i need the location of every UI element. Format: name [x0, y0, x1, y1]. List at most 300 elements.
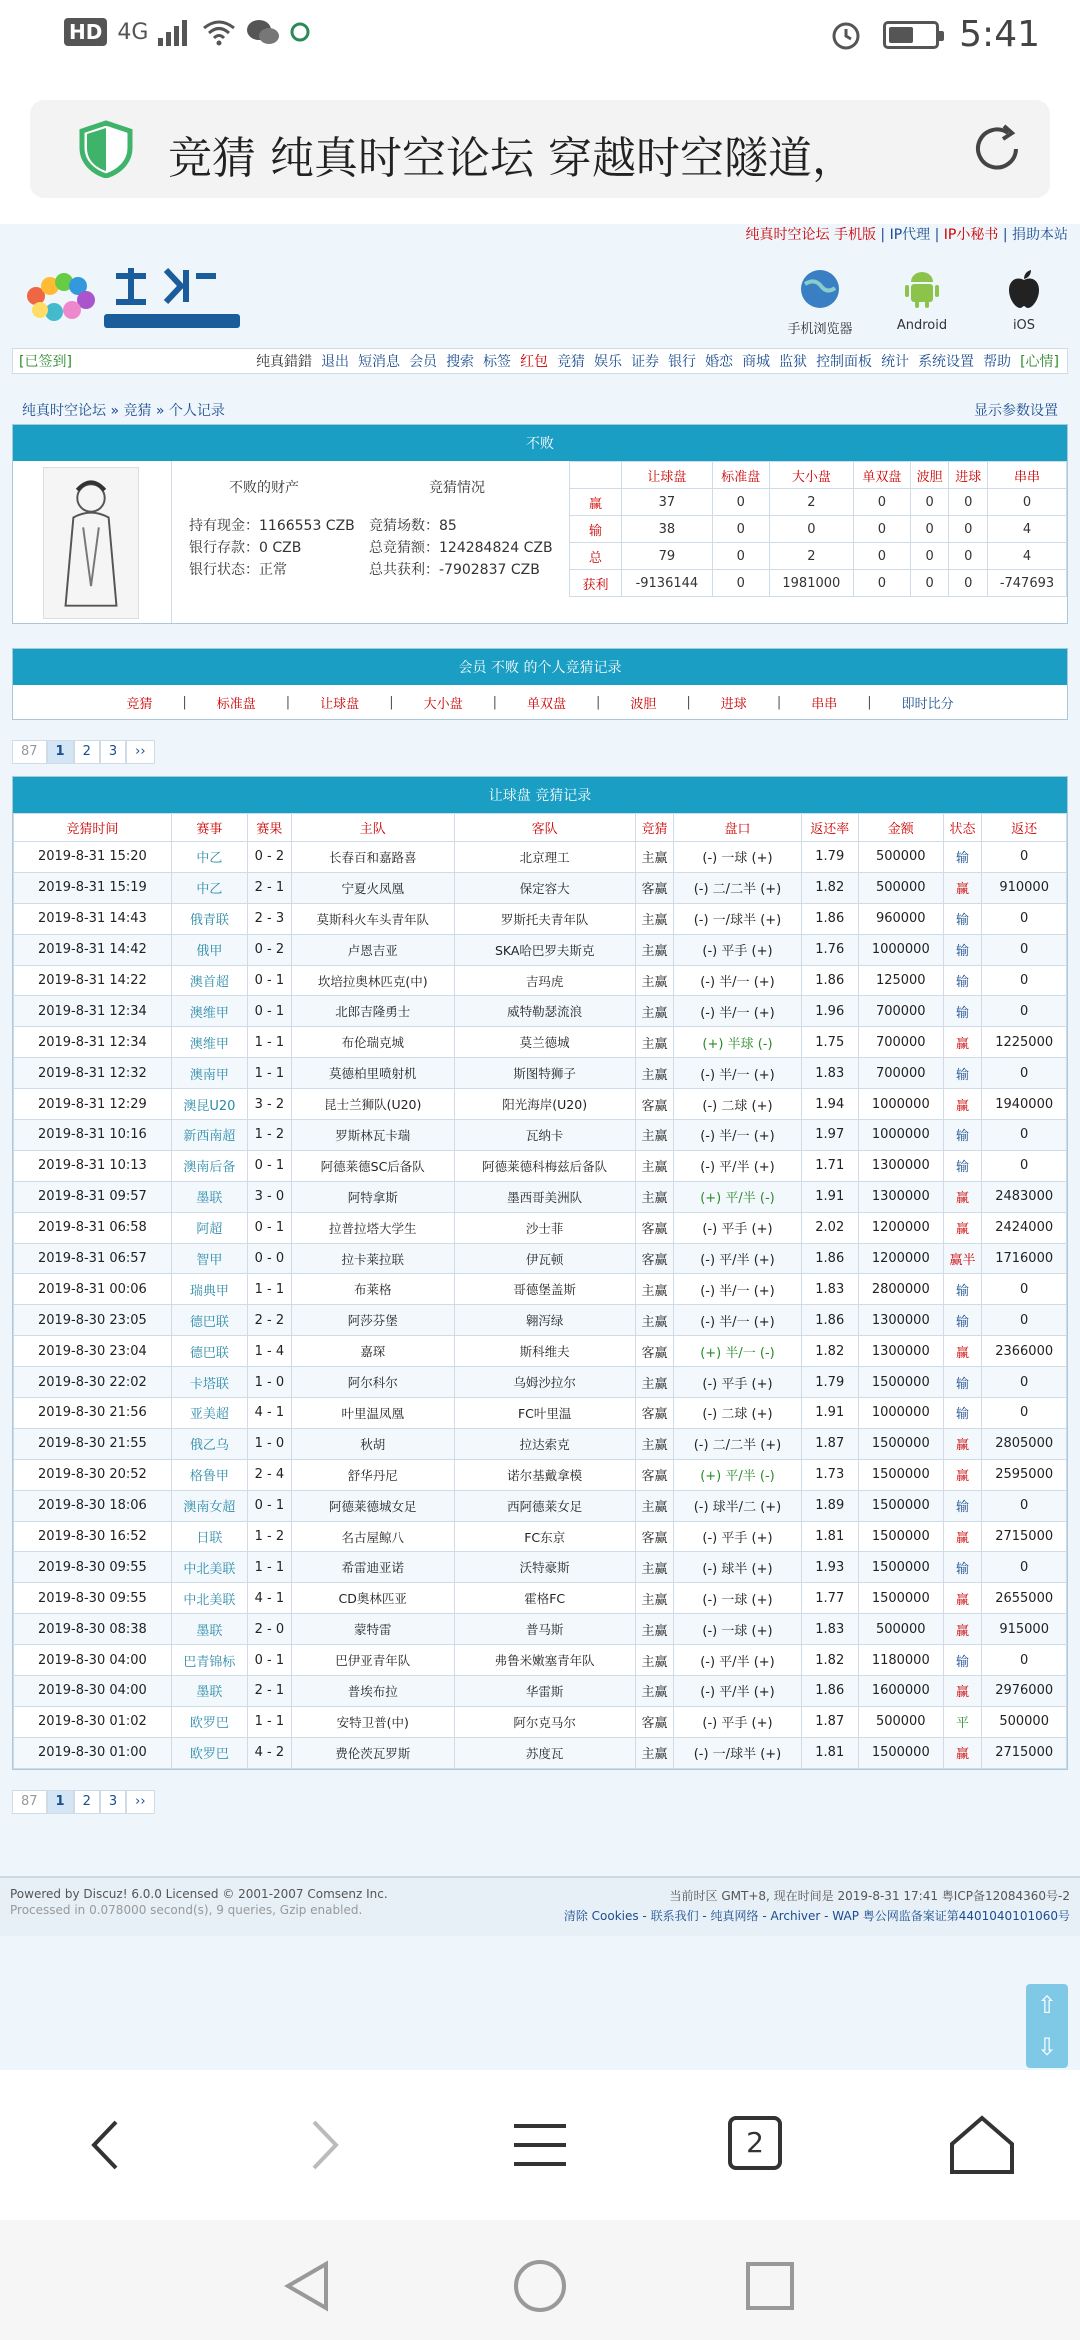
table-cell: 1.75 — [801, 1027, 858, 1058]
record-nav-title: 会员 不败 的个人竞猜记录 — [13, 649, 1067, 685]
reload-icon[interactable] — [968, 120, 1026, 178]
stats-table — [569, 461, 1067, 597]
processed-info: Processed in 0.078000 second(s), 9 queries, Gzip enabled. — [10, 1903, 363, 1917]
table-cell: 2 - 1 — [247, 872, 291, 903]
table-cell: (-) 一球 (+) — [674, 1614, 801, 1645]
table-cell: (-) 半/一 (+) — [674, 1120, 801, 1151]
battery-icon — [883, 21, 939, 49]
table-cell: 0 - 0 — [247, 1243, 291, 1274]
table-cell[interactable]: 德巴联 — [171, 1336, 247, 1367]
table-cell: 输 — [943, 842, 982, 873]
table-cell: 客赢 — [635, 1706, 674, 1737]
table-cell[interactable]: 日联 — [171, 1521, 247, 1552]
table-cell: (-) 平手 (+) — [674, 1367, 801, 1398]
table-cell: 1225000 — [982, 1027, 1067, 1058]
total-amount: 总竞猜额：124284824 CZB — [369, 540, 553, 556]
table-cell[interactable]: 澳南女超 — [171, 1490, 247, 1521]
table-cell: 0 — [982, 996, 1067, 1027]
nav-control-panel[interactable]: 控制面板 — [816, 354, 873, 370]
table-cell: 普埃布拉 — [291, 1676, 454, 1707]
ip-secretary-link[interactable]: IP小秘书 — [943, 227, 999, 243]
table-cell: 0 — [982, 1490, 1067, 1521]
table-cell: 输 — [943, 1367, 982, 1398]
table-cell[interactable]: 俄乙乌 — [171, 1428, 247, 1459]
total-profit: 总共获利：-7902837 CZB — [369, 562, 540, 578]
breadcrumb[interactable]: 纯真时空论坛 » 竞猜 » 个人记录 — [22, 403, 225, 419]
records-col-header[interactable]: 赛事 — [171, 814, 247, 842]
table-cell: 蒙特雷 — [291, 1614, 454, 1645]
table-cell[interactable]: 中乙 — [171, 842, 247, 873]
table-row — [14, 1676, 1067, 1707]
table-cell[interactable]: 俄甲 — [171, 934, 247, 965]
table-cell: 阿德莱德SC后备队 — [291, 1150, 454, 1181]
table-cell: 2019-8-30 22:02 — [14, 1367, 172, 1398]
table-cell: 1180000 — [858, 1645, 943, 1676]
nav-stocks[interactable]: 证券 — [631, 354, 660, 370]
table-row — [14, 1305, 1067, 1336]
records-col-header[interactable]: 主队 — [291, 814, 454, 842]
stats-cell: -747693 — [987, 570, 1066, 597]
table-row — [14, 1490, 1067, 1521]
table-cell: (-) 平/半 (+) — [674, 1243, 801, 1274]
forward-icon[interactable] — [282, 2110, 362, 2180]
tab-correctscore[interactable]: 波胆 — [630, 696, 657, 712]
table-cell: 输 — [943, 996, 982, 1027]
table-cell: 2019-8-31 12:32 — [14, 1058, 172, 1089]
table-cell: 叶里温凤凰 — [291, 1398, 454, 1429]
total-count: 87 — [12, 740, 47, 764]
donate-link[interactable]: 捐助本站 — [1012, 227, 1068, 243]
table-cell: (-) 平手 (+) — [674, 1521, 801, 1552]
table-cell: 2019-8-30 01:00 — [14, 1737, 172, 1768]
table-row — [14, 1428, 1067, 1459]
table-cell: 主赢 — [635, 1552, 674, 1583]
android-app[interactable] — [886, 268, 958, 337]
table-cell: SKA哈巴罗夫斯克 — [454, 934, 635, 965]
table-cell: 阳光海岸(U20) — [454, 1089, 635, 1120]
table-cell: 2800000 — [858, 1274, 943, 1305]
table-cell[interactable]: 欧罗巴 — [171, 1737, 247, 1768]
mobile-browser-app[interactable] — [784, 268, 856, 337]
record-type-tabs: 竞猜 | 标准盘 | 让球盘 | 大小盘 | 单双盘 | 波胆 | 进球 | 串串 | 即时比分 — [126, 694, 954, 712]
table-cell: 960000 — [858, 903, 943, 934]
table-cell: (-) 半/一 (+) — [674, 965, 801, 996]
site-footer — [0, 1876, 1080, 1936]
table-row — [14, 1181, 1067, 1212]
stats-cell: 38 — [622, 516, 713, 543]
table-cell: 伊瓦顿 — [454, 1243, 635, 1274]
nav-help[interactable]: 帮助 — [983, 354, 1012, 370]
table-row — [14, 1737, 1067, 1768]
system-back-icon[interactable] — [278, 2256, 338, 2316]
ios-app[interactable] — [988, 268, 1060, 337]
table-cell: 客赢 — [635, 1398, 674, 1429]
table-cell: 主赢 — [635, 1645, 674, 1676]
nav-stats[interactable]: 统计 — [881, 354, 910, 370]
table-cell: 1 - 1 — [247, 1552, 291, 1583]
table-cell: 0 — [982, 1305, 1067, 1336]
table-cell: 拉达索克 — [454, 1428, 635, 1459]
page-1[interactable]: 1 — [47, 1790, 74, 1814]
table-cell: (-) 半/一 (+) — [674, 996, 801, 1027]
table-cell[interactable]: 新西南超 — [171, 1120, 247, 1151]
table-cell: 普马斯 — [454, 1614, 635, 1645]
table-cell: 坎培拉奥林匹克(中) — [291, 965, 454, 996]
table-row — [14, 1552, 1067, 1583]
table-cell: 1.82 — [801, 1336, 858, 1367]
table-cell: 1300000 — [858, 1181, 943, 1212]
table-cell: FC叶里温 — [454, 1398, 635, 1429]
table-cell: 4 - 2 — [247, 1737, 291, 1768]
records-col-header[interactable]: 竞猜时间 — [14, 814, 172, 842]
globe-icon — [799, 268, 841, 310]
table-cell[interactable]: 中乙 — [171, 872, 247, 903]
table-cell: 主赢 — [635, 1737, 674, 1768]
table-cell: 翱泻绿 — [454, 1305, 635, 1336]
table-cell: 输 — [943, 1150, 982, 1181]
table-cell[interactable]: 中北美联 — [171, 1583, 247, 1614]
tab-goals[interactable]: 进球 — [720, 696, 747, 712]
table-cell[interactable]: 墨联 — [171, 1614, 247, 1645]
stats-cell: 0 — [910, 489, 949, 516]
table-cell[interactable]: 俄青联 — [171, 903, 247, 934]
stats-col-header: 大小盘 — [769, 462, 853, 489]
stats-cell: 0 — [949, 489, 988, 516]
table-cell: 0 — [982, 903, 1067, 934]
stats-cell: 0 — [769, 516, 853, 543]
stats-col-header: 标准盘 — [712, 462, 769, 489]
system-home-icon[interactable] — [510, 2256, 570, 2316]
table-cell: (-) 半/一 (+) — [674, 1305, 801, 1336]
table-cell: 输 — [943, 1274, 982, 1305]
table-cell: 2019-8-31 10:16 — [14, 1120, 172, 1151]
stats-cell: 0 — [949, 543, 988, 570]
table-cell: 赢 — [943, 1181, 982, 1212]
tab-standard[interactable]: 标准盘 — [216, 696, 256, 712]
nav-members[interactable]: 会员 — [409, 354, 438, 370]
table-cell: 1 - 1 — [247, 1027, 291, 1058]
table-cell[interactable]: 澳维甲 — [171, 996, 247, 1027]
powered-by: Powered by Discuz! 6.0.0 Licensed © 2001-2007 Comsenz Inc. — [10, 1887, 388, 1901]
table-cell: 客赢 — [635, 1212, 674, 1243]
nav-entertainment[interactable]: 娱乐 — [594, 354, 623, 370]
table-cell: 1600000 — [858, 1676, 943, 1707]
table-cell: 4 - 1 — [247, 1398, 291, 1429]
table-cell: 1.89 — [801, 1490, 858, 1521]
bank-status: 银行状态：正常 — [189, 562, 287, 578]
table-cell: 2019-8-30 01:02 — [14, 1706, 172, 1737]
table-cell: 昆士兰狮队(U20) — [291, 1089, 454, 1120]
stats-cell: 0 — [910, 543, 949, 570]
table-cell: (-) 球半/二 (+) — [674, 1490, 801, 1521]
avatar — [43, 467, 139, 619]
nav-bank[interactable]: 银行 — [668, 354, 697, 370]
table-row — [14, 1459, 1067, 1490]
page-2[interactable]: 2 — [74, 740, 100, 764]
table-row — [14, 934, 1067, 965]
table-cell: 1716000 — [982, 1243, 1067, 1274]
table-row — [14, 1398, 1067, 1429]
records-col-header[interactable]: 盘口 — [674, 814, 801, 842]
table-cell: 北京理工 — [454, 842, 635, 873]
stats-header-row — [570, 462, 1067, 489]
records-col-header[interactable]: 赛果 — [247, 814, 291, 842]
table-cell: 2019-8-30 04:00 — [14, 1645, 172, 1676]
table-cell: 500000 — [858, 872, 943, 903]
table-cell: 费伦茨瓦罗斯 — [291, 1737, 454, 1768]
table-cell: 弗鲁米嫩塞青年队 — [454, 1645, 635, 1676]
tabs-button[interactable] — [716, 2110, 796, 2180]
hd-badge: HD — [64, 18, 107, 46]
nav-mall[interactable]: 商城 — [742, 354, 771, 370]
table-cell[interactable]: 澳首超 — [171, 965, 247, 996]
menu-icon[interactable] — [500, 2110, 580, 2180]
table-cell: 2595000 — [982, 1459, 1067, 1490]
table-cell[interactable]: 澳南后备 — [171, 1150, 247, 1181]
table-cell[interactable]: 德巴联 — [171, 1305, 247, 1336]
table-cell: 舒华丹尼 — [291, 1459, 454, 1490]
table-cell: 1500000 — [858, 1459, 943, 1490]
nav-guess[interactable]: 竞猜 — [557, 354, 586, 370]
record-nav-panel — [12, 648, 1068, 720]
stats-cell: 0 — [712, 516, 769, 543]
table-cell: 0 — [982, 1367, 1067, 1398]
table-cell: 2019-8-31 06:57 — [14, 1243, 172, 1274]
scroll-top-button[interactable]: ⇧ — [1036, 1991, 1058, 2019]
ip-proxy-link[interactable]: IP代理 — [889, 227, 931, 243]
table-cell: 罗斯托夫青年队 — [454, 903, 635, 934]
table-cell: 1000000 — [858, 1089, 943, 1120]
table-row — [14, 1367, 1067, 1398]
table-cell: 1 - 2 — [247, 1120, 291, 1151]
stats-cell: 0 — [853, 489, 910, 516]
stats-cell: 0 — [853, 543, 910, 570]
table-cell: 2019-8-30 04:00 — [14, 1676, 172, 1707]
stats-col-header: 波胆 — [910, 462, 949, 489]
table-cell: 0 — [982, 1398, 1067, 1429]
table-cell: 1.94 — [801, 1089, 858, 1120]
nav-tags[interactable]: 标签 — [483, 354, 512, 370]
table-cell: 1500000 — [858, 1367, 943, 1398]
table-cell[interactable]: 瑞典甲 — [171, 1274, 247, 1305]
table-cell[interactable]: 阿超 — [171, 1212, 247, 1243]
table-cell: 主赢 — [635, 1367, 674, 1398]
table-cell: 1.96 — [801, 996, 858, 1027]
records-col-header[interactable]: 状态 — [943, 814, 982, 842]
nav-user[interactable]: 纯真錯錯 — [256, 354, 313, 370]
table-cell: 主赢 — [635, 1274, 674, 1305]
app-label: 手机浏览器 — [787, 322, 853, 337]
stats-cell: 0 — [853, 570, 910, 597]
records-col-header[interactable]: 客队 — [454, 814, 635, 842]
page-1[interactable]: 1 — [47, 740, 74, 764]
profile-title: 不败 — [13, 425, 1067, 461]
table-cell: 卢恩吉亚 — [291, 934, 454, 965]
stats-row-label: 获利 — [570, 570, 622, 597]
pagination-top — [12, 740, 155, 764]
table-cell: 阿德莱德城女足 — [291, 1490, 454, 1521]
table-cell[interactable]: 巴青锦标 — [171, 1645, 247, 1676]
table-cell: 赢 — [943, 1737, 982, 1768]
table-cell: 沃特豪斯 — [454, 1552, 635, 1583]
network-label: 4G — [117, 19, 149, 45]
stats-col-header: 串串 — [987, 462, 1066, 489]
table-cell: 输 — [943, 1305, 982, 1336]
table-cell: (-) 二/二半 (+) — [674, 1428, 801, 1459]
table-cell[interactable]: 格鲁甲 — [171, 1459, 247, 1490]
home-icon[interactable] — [932, 2110, 1032, 2180]
back-icon[interactable] — [68, 2110, 148, 2180]
table-cell[interactable]: 澳南甲 — [171, 1058, 247, 1089]
webpage — [0, 224, 1080, 2070]
records-col-header[interactable]: 竞猜 — [635, 814, 674, 842]
table-cell: 输 — [943, 965, 982, 996]
mobile-version-link[interactable]: 纯真时空论坛 手机版 — [745, 227, 876, 243]
table-cell[interactable]: 澳昆U20 — [171, 1089, 247, 1120]
table-cell: 1.76 — [801, 934, 858, 965]
cash-value: 持有现金：1166553 CZB — [189, 518, 355, 534]
table-cell: 0 - 1 — [247, 1645, 291, 1676]
table-cell: 2366000 — [982, 1336, 1067, 1367]
table-row — [14, 872, 1067, 903]
profile-panel — [12, 424, 1068, 624]
table-cell: 客赢 — [635, 1521, 674, 1552]
table-cell: 主赢 — [635, 965, 674, 996]
table-cell: 输 — [943, 1645, 982, 1676]
status-right — [829, 14, 1040, 55]
table-cell: 主赢 — [635, 1305, 674, 1336]
table-cell: 2019-8-30 08:38 — [14, 1614, 172, 1645]
table-cell: 威特勒瑟流浪 — [454, 996, 635, 1027]
table-cell: 2019-8-31 14:22 — [14, 965, 172, 996]
table-cell: 1 - 1 — [247, 1058, 291, 1089]
table-cell: 客赢 — [635, 872, 674, 903]
page-3[interactable]: 3 — [100, 1790, 126, 1814]
stats-cell: 0 — [910, 570, 949, 597]
table-cell[interactable]: 中北美联 — [171, 1552, 247, 1583]
page-2[interactable]: 2 — [74, 1790, 100, 1814]
table-cell: 2019-8-30 23:04 — [14, 1336, 172, 1367]
live-score-link[interactable]: 即时比分 — [901, 696, 954, 712]
table-cell: 0 - 1 — [247, 965, 291, 996]
table-row — [14, 996, 1067, 1027]
table-cell: 0 — [982, 934, 1067, 965]
app-label: iOS — [1012, 318, 1036, 333]
address-bar[interactable] — [30, 100, 1050, 198]
nav-search[interactable]: 搜索 — [446, 354, 475, 370]
records-col-header[interactable]: 返还率 — [801, 814, 858, 842]
stats-col-header: 让球盘 — [622, 462, 713, 489]
table-cell: 2019-8-31 15:19 — [14, 872, 172, 903]
table-cell: 输 — [943, 1398, 982, 1429]
tab-overunder[interactable]: 大小盘 — [423, 696, 463, 712]
table-cell: 2 - 3 — [247, 903, 291, 934]
footer-links[interactable]: 清除 Cookies - 联系我们 - 纯真网络 - Archiver - WAP 粤公网监备案证第4401040101060号 — [563, 1909, 1070, 1923]
tab-oddeven[interactable]: 单双盘 — [526, 696, 566, 712]
table-cell: 0 - 1 — [247, 1150, 291, 1181]
table-cell: 输 — [943, 1490, 982, 1521]
table-cell[interactable]: 墨联 — [171, 1676, 247, 1707]
tab-guess[interactable]: 竞猜 — [126, 696, 153, 712]
table-cell: 1.81 — [801, 1521, 858, 1552]
table-cell[interactable]: 澳维甲 — [171, 1027, 247, 1058]
page-title-text: 竞猜 纯真时空论坛 穿越时空隧道， — [168, 133, 856, 184]
stats-row — [570, 543, 1067, 570]
table-cell[interactable]: 亚美超 — [171, 1398, 247, 1429]
next-page[interactable]: ›› — [126, 1790, 154, 1814]
stats-row — [570, 570, 1067, 597]
site-logo[interactable] — [16, 256, 246, 336]
table-cell: 主赢 — [635, 1027, 674, 1058]
page-3[interactable]: 3 — [100, 740, 126, 764]
table-row — [14, 1645, 1067, 1676]
scroll-bottom-button[interactable]: ⇩ — [1036, 2033, 1058, 2061]
records-title: 让球盘 竞猜记录 — [13, 777, 1067, 813]
table-cell[interactable]: 墨联 — [171, 1181, 247, 1212]
table-cell: (-) 平手 (+) — [674, 934, 801, 965]
nav-messages[interactable]: 短消息 — [358, 354, 401, 370]
stats-col-header: 单双盘 — [853, 462, 910, 489]
table-cell: 0 — [982, 1150, 1067, 1181]
table-cell[interactable]: 智甲 — [171, 1243, 247, 1274]
nav-marriage[interactable]: 婚恋 — [705, 354, 734, 370]
table-cell: 赢 — [943, 1089, 982, 1120]
divider — [171, 461, 172, 623]
status-left — [64, 18, 310, 46]
browser-toolbar — [0, 2070, 1080, 2220]
table-cell: 1.79 — [801, 1367, 858, 1398]
signal-icon — [158, 18, 192, 46]
table-cell[interactable]: 卡塔联 — [171, 1367, 247, 1398]
system-recents-icon[interactable] — [740, 2256, 800, 2316]
tab-handicap[interactable]: 让球盘 — [320, 696, 360, 712]
nav-mood[interactable]: [心情] — [1020, 354, 1059, 370]
browser-address-area — [0, 74, 1080, 224]
records-col-header[interactable]: 金额 — [858, 814, 943, 842]
table-cell: 2019-8-30 09:55 — [14, 1583, 172, 1614]
table-cell: 0 - 1 — [247, 996, 291, 1027]
table-cell: 宁夏火凤凰 — [291, 872, 454, 903]
nav-settings[interactable]: 系统设置 — [918, 354, 975, 370]
table-cell: 安特卫普(中) — [291, 1706, 454, 1737]
table-cell: (-) 一/球半 (+) — [674, 903, 801, 934]
tab-parlay[interactable]: 串串 — [811, 696, 838, 712]
records-panel — [12, 776, 1068, 1770]
table-cell: 1.83 — [801, 1614, 858, 1645]
table-cell: 2019-8-30 16:52 — [14, 1521, 172, 1552]
stats-cell: 0 — [987, 489, 1066, 516]
table-cell: 1.81 — [801, 1737, 858, 1768]
next-page[interactable]: ›› — [126, 740, 154, 764]
nav-logout[interactable]: 退出 — [321, 354, 350, 370]
records-col-header[interactable]: 返还 — [982, 814, 1067, 842]
nav-redpacket[interactable]: 红包 — [520, 354, 549, 370]
table-row — [14, 1150, 1067, 1181]
stats-cell: 4 — [987, 543, 1066, 570]
table-cell: 1200000 — [858, 1212, 943, 1243]
main-navbar — [12, 348, 1068, 374]
table-cell: 乌姆沙拉尔 — [454, 1367, 635, 1398]
nav-prison[interactable]: 监狱 — [779, 354, 808, 370]
apple-icon — [1003, 268, 1045, 310]
display-settings-link[interactable]: 显示参数设置 — [974, 403, 1058, 419]
table-cell: 2019-8-30 20:52 — [14, 1459, 172, 1490]
stats-cell: -9136144 — [622, 570, 713, 597]
table-cell: 1.86 — [801, 903, 858, 934]
table-cell[interactable]: 欧罗巴 — [171, 1706, 247, 1737]
signed-in-status[interactable]: [已签到] — [19, 354, 72, 370]
stats-cell: 0 — [949, 516, 988, 543]
